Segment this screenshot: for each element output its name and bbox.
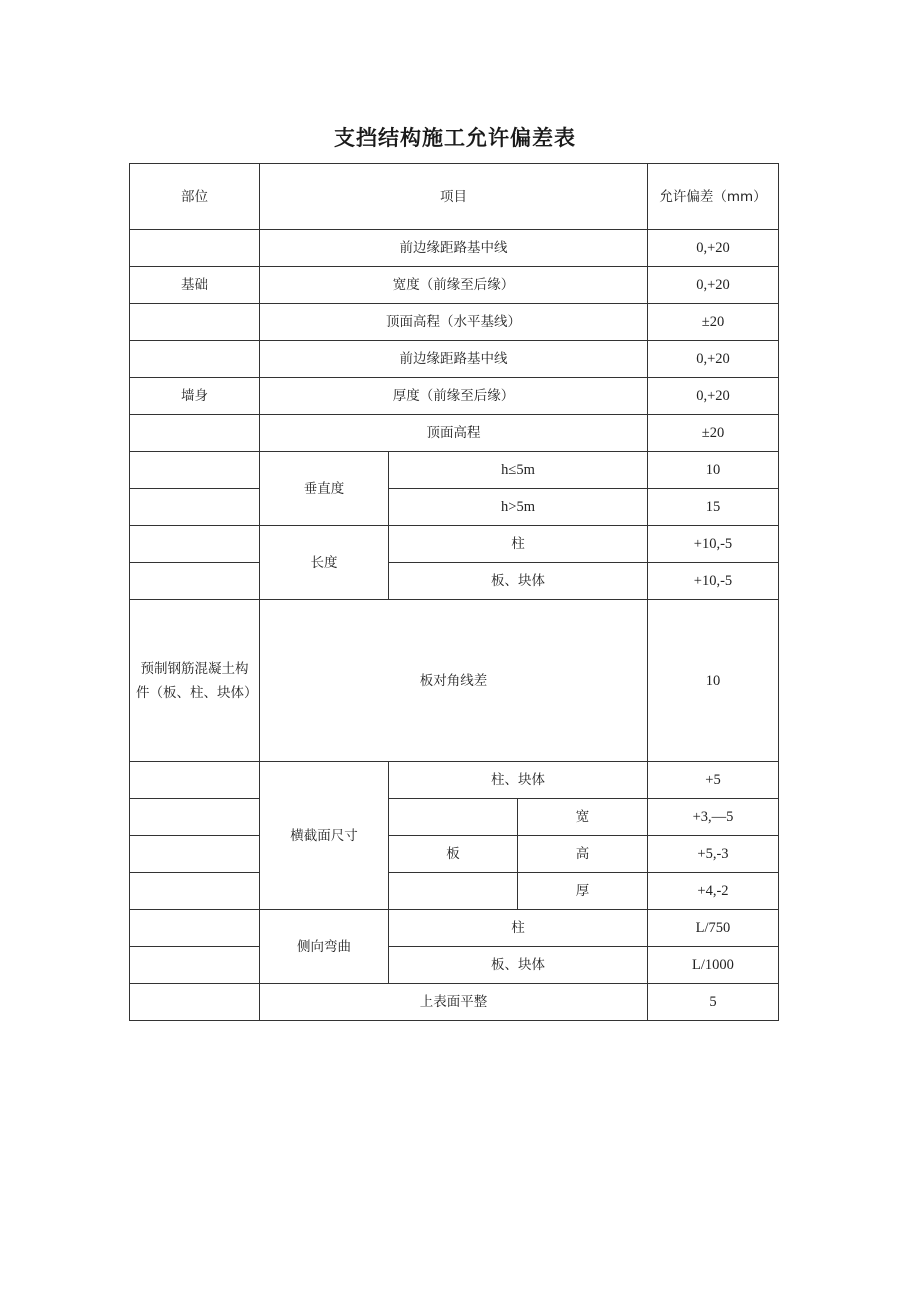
tolerance-table — [129, 163, 779, 1021]
value-cell: 0,+20 — [648, 341, 779, 378]
part-cell-empty — [130, 304, 260, 341]
value-cell: 0,+20 — [648, 267, 779, 304]
sub-item-cell: 高 — [518, 836, 648, 873]
item-cell-cross-section: 横截面尺寸 — [260, 762, 389, 910]
table-row — [130, 415, 779, 452]
item-cell-lateral-bending: 侧向弯曲 — [260, 910, 389, 984]
table-row — [130, 452, 779, 489]
table-row — [130, 947, 779, 984]
part-cell-empty — [130, 230, 260, 267]
part-cell-empty — [130, 762, 260, 799]
table-row — [130, 910, 779, 947]
item-cell: 前边缘距路基中线 — [260, 341, 648, 378]
sub-item-cell: 柱、块体 — [389, 762, 648, 799]
value-cell: +4,-2 — [648, 873, 779, 910]
part-cell-wall: 墙身 — [130, 378, 260, 415]
part-cell-empty — [130, 910, 260, 947]
table-row — [130, 762, 779, 799]
value-cell: +3,—5 — [648, 799, 779, 836]
part-cell-empty — [130, 799, 260, 836]
plate-cell-empty — [389, 873, 518, 910]
item-cell: 板对角线差 — [260, 600, 648, 762]
part-cell-empty — [130, 452, 260, 489]
part-cell-empty — [130, 526, 260, 563]
page-title: 支挡结构施工允许偏差表 — [334, 126, 576, 150]
part-cell-precast: 预制钢筋混凝土构件（板、柱、块体） — [130, 600, 260, 762]
value-cell: 0,+20 — [648, 378, 779, 415]
item-cell: 顶面高程（水平基线） — [260, 304, 648, 341]
part-cell-foundation: 基础 — [130, 267, 260, 304]
table-header-row — [130, 164, 779, 230]
value-cell: +10,-5 — [648, 526, 779, 563]
header-tolerance: 允许偏差（mm） — [648, 164, 779, 230]
value-cell: ±20 — [648, 415, 779, 452]
sub-item-cell: h>5m — [389, 489, 648, 526]
table-row — [130, 799, 779, 836]
plate-cell-empty — [389, 799, 518, 836]
table-row — [130, 230, 779, 267]
table-row — [130, 836, 779, 873]
value-cell: L/1000 — [648, 947, 779, 984]
table-row — [130, 600, 779, 762]
table-row — [130, 378, 779, 415]
part-cell-empty — [130, 415, 260, 452]
part-cell-empty — [130, 873, 260, 910]
part-cell-empty — [130, 341, 260, 378]
part-cell-empty — [130, 984, 260, 1021]
table-row — [130, 563, 779, 600]
value-cell: 10 — [648, 600, 779, 762]
sub-item-cell: 宽 — [518, 799, 648, 836]
value-cell: +5 — [648, 762, 779, 799]
value-cell: ±20 — [648, 304, 779, 341]
sub-item-cell: h≤5m — [389, 452, 648, 489]
header-item: 项目 — [260, 164, 648, 230]
part-cell-empty — [130, 947, 260, 984]
sub-item-cell: 柱 — [389, 910, 648, 947]
value-cell: 15 — [648, 489, 779, 526]
table-row — [130, 304, 779, 341]
sub-item-cell: 厚 — [518, 873, 648, 910]
header-part: 部位 — [130, 164, 260, 230]
value-cell: L/750 — [648, 910, 779, 947]
value-cell: +10,-5 — [648, 563, 779, 600]
table-row — [130, 873, 779, 910]
table-row — [130, 267, 779, 304]
table-row — [130, 341, 779, 378]
table-row — [130, 489, 779, 526]
table-row — [130, 526, 779, 563]
item-cell: 顶面高程 — [260, 415, 648, 452]
value-cell: +5,-3 — [648, 836, 779, 873]
part-cell-empty — [130, 563, 260, 600]
part-cell-empty — [130, 836, 260, 873]
sub-item-cell: 板、块体 — [389, 563, 648, 600]
value-cell: 0,+20 — [648, 230, 779, 267]
value-cell: 10 — [648, 452, 779, 489]
value-cell: 5 — [648, 984, 779, 1021]
sub-item-cell: 板、块体 — [389, 947, 648, 984]
item-cell: 上表面平整 — [260, 984, 648, 1021]
item-cell: 宽度（前缘至后缘） — [260, 267, 648, 304]
item-cell: 厚度（前缘至后缘） — [260, 378, 648, 415]
item-cell-verticality: 垂直度 — [260, 452, 389, 526]
table-row — [130, 984, 779, 1021]
sub-item-cell: 柱 — [389, 526, 648, 563]
item-cell: 前边缘距路基中线 — [260, 230, 648, 267]
part-cell-empty — [130, 489, 260, 526]
plate-label-cell: 板 — [389, 836, 518, 873]
item-cell-length: 长度 — [260, 526, 389, 600]
